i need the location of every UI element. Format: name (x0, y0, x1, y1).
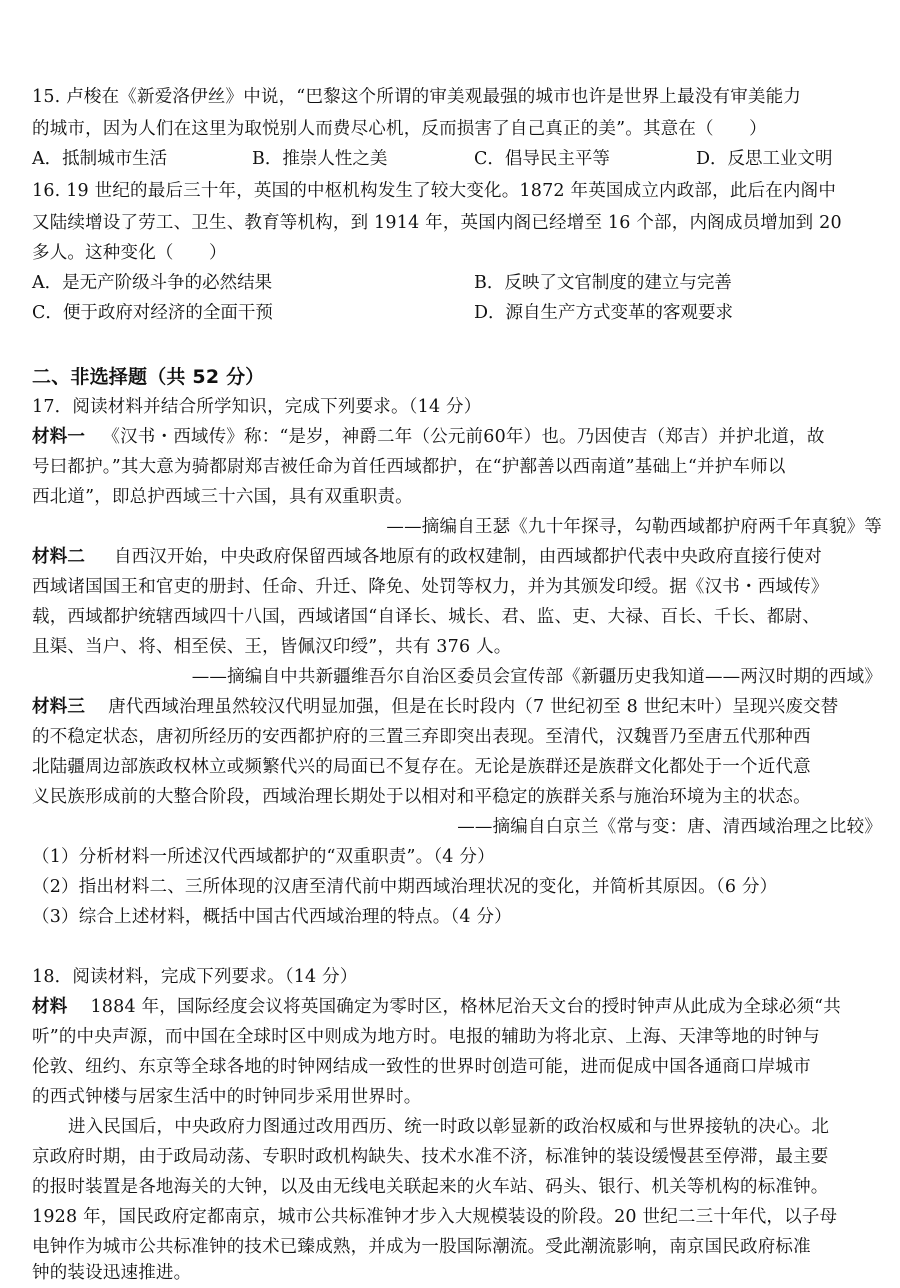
q15-option-b[interactable]: B．推崇人性之美 (252, 149, 388, 169)
q16-option-a[interactable]: A．是无产阶级斗争的必然结果 (32, 273, 273, 293)
q18-para2-line3: 的报时装置是各地海关的大钟，以及由无线电关联起来的火车站、码头、银行、机关等机构的标准钟。 (32, 1177, 829, 1197)
q18-para2-line6: 钟的装设迅速推进。 (32, 1263, 192, 1283)
q16-stem-line2: 又陆续增设了劳工、卫生、教育等机构，到 1914 年，英国内阁已经增至 16 个部，内阁成员增加到 20 (32, 213, 842, 233)
q17-material2-source: ——摘编自中共新疆维吾尔自治区委员会宣传部《新疆历史我知道——两汉时期的西域》 (191, 667, 882, 687)
q18-material-line4: 的西式钟楼与居家生活中的时钟同步采用世界时。 (32, 1087, 422, 1107)
q18-para2-line4: 1928 年，国民政府定都南京，城市公共标准钟才步入大规模装设的阶段。20 世纪二三十年代，以子母 (32, 1207, 838, 1227)
q17-material3-source: ——摘编自白京兰《常与变：唐、清西域治理之比较》 (457, 817, 882, 837)
q15-option-d[interactable]: D．反思工业文明 (696, 149, 833, 169)
material-label: 材料二 (32, 547, 86, 567)
q18-material-line3: 伦敦、纽约、东京等全球各地的时钟网结成一致性的世界时创造可能，进而促成中国各通商口岸城市 (32, 1057, 811, 1077)
q15-option-a[interactable]: A．抵制城市生活 (32, 149, 168, 169)
q17-material1-line3: 西北道”，即总护西域三十六国，具有双重职责。 (32, 487, 413, 507)
q18-material-line2: 听”的中央声源，而中国在全球时区中则成为地方时。电报的辅助为将北京、上海、天津等地的时钟与 (32, 1027, 820, 1047)
q18-material-line1 (32, 992, 841, 1022)
q18-stem: 18．阅读材料，完成下列要求。（14 分） (32, 967, 358, 987)
q16-stem-line3: 多人。这种变化（ ） (32, 243, 227, 263)
q16-stem-line1: 16. 19 世纪的最后三十年，英国的中枢机构发生了较大变化。1872 年英国成立内政部，此后在内阁中 (32, 181, 837, 201)
q17-material3-line3: 北陆疆周边部族政权林立或频繁代兴的局面已不复存在。无论是族群还是族群文化都处于一个近代意 (32, 757, 811, 777)
material-text: 自西汉开始，中央政府保留西域各地原有的政权建制，由西域都护代表中央政府直接行使对 (113, 547, 822, 567)
q15-stem-line2: 的城市，因为人们在这里为取悦别人而费尽心机，反而损害了自己真正的美”。其意在（ ） (32, 119, 767, 139)
q17-subquestion-1: （1）分析材料一所述汉代西域都护的“双重职责”。（4 分） (32, 847, 495, 867)
q17-material2-line3: 载，西域都护统辖西域四十八国，西域诸国“自译长、城长、君、监、吏、大禄、百长、千长、都尉、 (32, 607, 820, 627)
material-text: 唐代西域治理虽然较汉代明显加强，但是在长时段内（7 世纪初至 8 世纪末叶）呈现兴废交替 (108, 697, 839, 717)
q16-option-b[interactable]: B．反映了文官制度的建立与完善 (474, 273, 732, 293)
q17-material1-line2: 号曰都护。”其大意为骑都尉郑吉被任命为首任西域都护，在“护鄯善以西南道”基础上“并护车师以 (32, 457, 786, 477)
q17-subquestion-2: （2）指出材料二、三所体现的汉唐至清代前中期西域治理状况的变化，并简析其原因。（6 分） (32, 877, 778, 897)
q17-material1-source: ——摘编自王瑟《九十年探寻，勾勒西域都护府两千年真貌》等 (386, 517, 882, 537)
q17-material3-line2: 的不稳定状态，唐初所经历的安西都护府的三置三弃即突出表现。至清代，汉魏晋乃至唐五代那种西 (32, 727, 811, 747)
section-title: 二、非选择题（共 52 分） (32, 366, 265, 388)
q17-material3-line1 (32, 692, 838, 722)
material-text: 1884 年，国际经度会议将英国确定为零时区，格林尼治天文台的授时钟声从此成为全球必须“共 (90, 997, 842, 1017)
q17-material3-line4: 义民族形成前的大整合阶段，西域治理长期处于以相对和平稳定的族群关系与施治环境为主的状态。 (32, 787, 811, 807)
q17-material2-line1 (32, 542, 822, 572)
q16-option-d[interactable]: D．源自生产方式变革的客观要求 (474, 303, 734, 323)
q18-para2-line1: 进入民国后，中央政府力图通过改用西历、统一时政以彰显新的政治权威和与世界接轨的决心。北 (68, 1117, 830, 1137)
q17-material2-line4: 且渠、当户、将、相至侯、王，皆佩汉印绶”，共有 376 人。 (32, 637, 512, 657)
q15-option-c[interactable]: C．倡导民主平等 (474, 149, 610, 169)
q18-para2-line2: 京政府时期，由于政局动荡、专职时政机构缺失、技术水准不济，标准钟的装设缓慢甚至停滞，最主要 (32, 1147, 829, 1167)
material-label: 材料三 (32, 697, 86, 717)
q17-material1-line1 (32, 422, 825, 452)
material-label: 材料一 (32, 427, 86, 447)
q16-option-c[interactable]: C．便于政府对经济的全面干预 (32, 303, 273, 323)
q17-subquestion-3: （3）综合上述材料，概括中国古代西域治理的特点。（4 分） (32, 907, 512, 927)
q17-stem: 17．阅读材料并结合所学知识，完成下列要求。（14 分） (32, 397, 482, 417)
q15-stem-line1: 15. 卢梭在《新爱洛伊丝》中说，“巴黎这个所谓的审美观最强的城市也许是世界上最没有审美能力 (32, 87, 802, 107)
q17-material2-line2: 西域诸国国王和官吏的册封、任命、升迁、降免、处罚等权力，并为其颁发印绶。据《汉书・西域传》 (32, 577, 829, 597)
material-text: 《汉书・西域传》称：“是岁，神爵二年（公元前60年）也。乃因使吉（郑吉）并护北道，故 (102, 427, 825, 447)
q18-para2-line5: 电钟作为城市公共标准钟的技术已臻成熟，并成为一股国际潮流。受此潮流影响，南京国民政府标准 (32, 1237, 811, 1257)
material-label: 材料 (32, 997, 68, 1017)
